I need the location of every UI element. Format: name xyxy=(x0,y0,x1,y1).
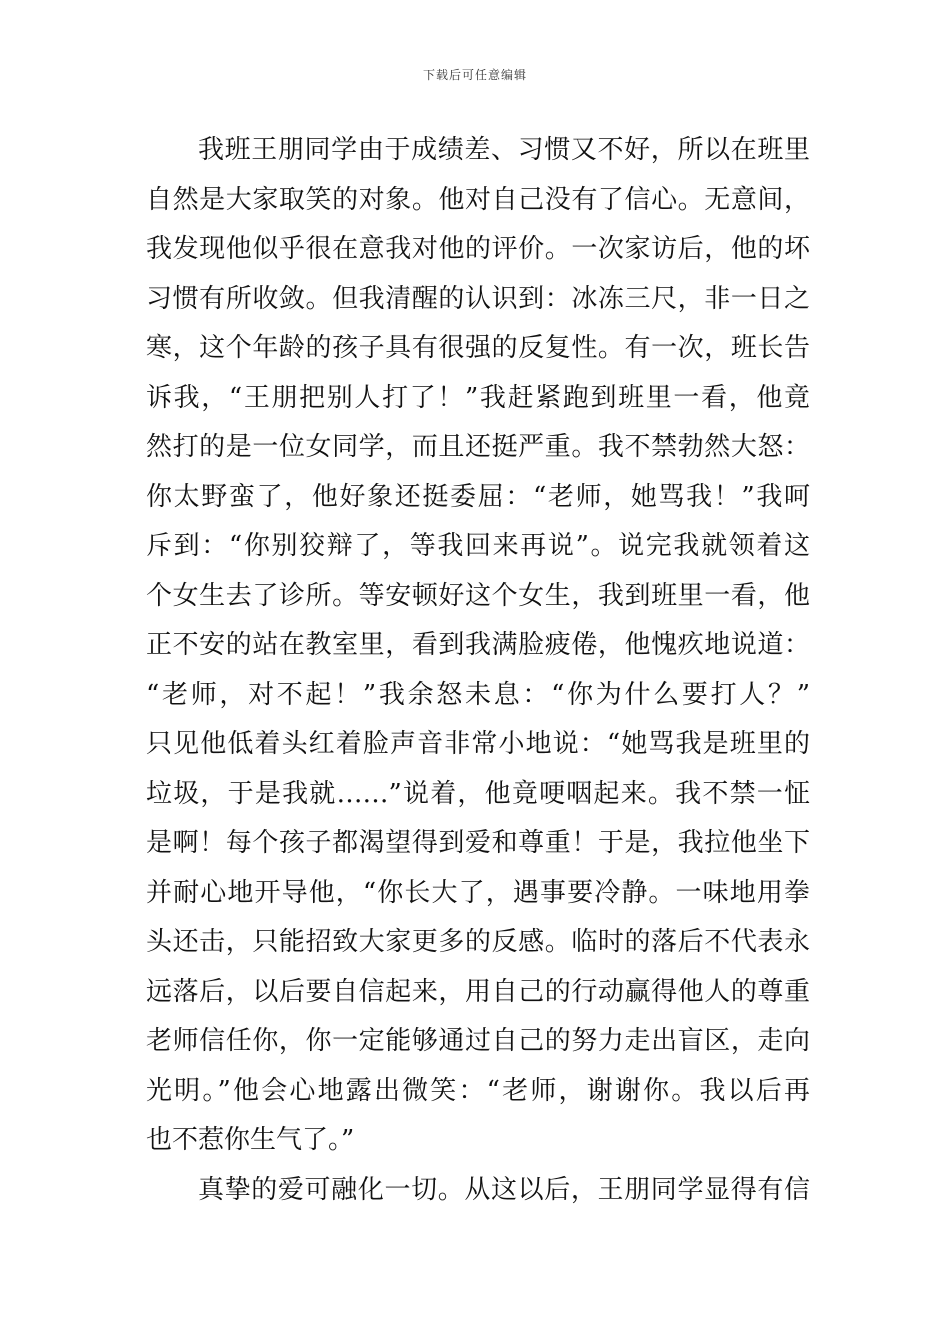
paragraph-line: 是啊！每个孩子都渴望得到爱和尊重！于是，我拉他坐下 xyxy=(146,828,810,858)
paragraph-line: 并耐心地开导他，“你长大了，遇事要冷静。一味地用拳 xyxy=(146,877,810,908)
paragraph-line: 斥到：“你别狡辩了，等我回来再说”。说完我就领着这 xyxy=(146,531,810,561)
paragraph-line: 真挚的爱可融化一切。从这以后，王朋同学显得有信 xyxy=(198,1174,810,1205)
paragraph-line: 你太野蛮了，他好象还挺委屈：“老师，她骂我！”我呵 xyxy=(146,481,810,512)
paragraph-line: 我班王朋同学由于成绩差、习惯又不好，所以在班里 xyxy=(198,135,810,165)
paragraph-line: 我发现他似乎很在意我对他的评价。一次家访后，他的坏 xyxy=(146,234,810,264)
paragraph-line: 个女生去了诊所。等安顿好这个女生，我到班里一看，他 xyxy=(146,580,810,611)
paragraph-line: 光明。”他会心地露出微笑：“老师，谢谢你。我以后再 xyxy=(146,1075,810,1106)
paragraph-line: 垃圾，于是我就……”说着，他竟哽咽起来。我不禁一怔 xyxy=(146,778,810,809)
paragraph-line: 诉我，“王朋把别人打了！”我赶紧跑到班里一看，他竟 xyxy=(146,382,810,413)
paragraph-line: 老师信任你，你一定能够通过自己的努力走出盲区，走向 xyxy=(146,1026,810,1056)
paragraph-line: 自然是大家取笑的对象。他对自己没有了信心。无意间， xyxy=(146,184,810,215)
paragraph-line: 然打的是一位女同学，而且还挺严重。我不禁勃然大怒： xyxy=(146,432,810,462)
document-body xyxy=(146,126,810,1215)
paragraph-line: 只见他低着头红着脸声音非常小地说：“她骂我是班里的 xyxy=(146,729,810,759)
paragraph-line: “老师，对不起！”我余怒未息：“你为什么要打人？” xyxy=(146,679,810,710)
paragraph-line: 习惯有所收敛。但我清醒的认识到：冰冻三尺，非一日之 xyxy=(146,283,810,314)
paragraph-line: 远落后，以后要自信起来，用自己的行动赢得他人的尊重 xyxy=(146,976,810,1007)
paragraph-line: 寒，这个年龄的孩子具有很强的反复性。有一次，班长告 xyxy=(146,333,810,363)
paragraph-line: 正不安的站在教室里，看到我满脸疲倦，他愧疚地说道： xyxy=(146,630,810,660)
paragraph-line: 头还击，只能招致大家更多的反感。临时的落后不代表永 xyxy=(146,927,810,957)
page-header: 下载后可任意编辑 xyxy=(422,68,527,82)
paragraph-line: 也不惹你生气了。” xyxy=(146,1125,355,1155)
